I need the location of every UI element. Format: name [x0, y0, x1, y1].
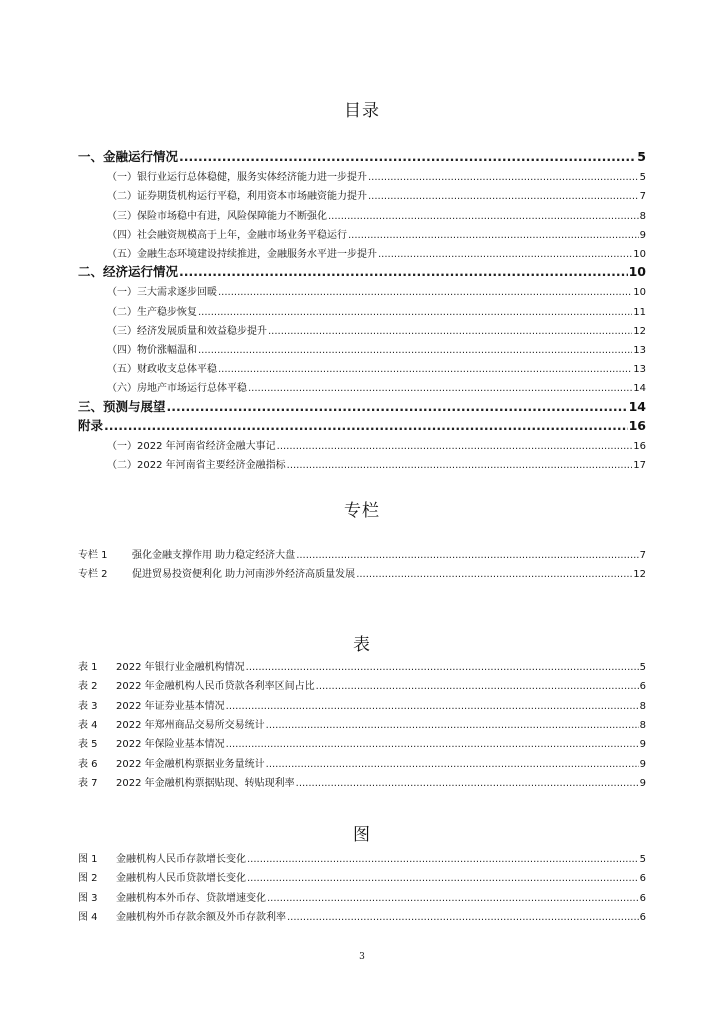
entry-page-number: 7 — [639, 191, 646, 203]
entry-page-number: 9 — [639, 229, 646, 241]
entry-page-number: 7 — [639, 550, 646, 561]
entry-label — [78, 262, 178, 280]
entry-page-number: 9 — [639, 739, 646, 751]
entry-page-number: 6 — [639, 911, 646, 923]
entry-page-number: 8 — [639, 210, 646, 222]
dot-leader — [268, 326, 632, 337]
entry-label — [107, 226, 347, 241]
entry-page-number: 10 — [633, 287, 646, 299]
entry-page-number: 11 — [633, 306, 646, 318]
entry-text: （三）保险市场稳中有进，风险保障能力不断强化 — [107, 210, 327, 222]
dot-leader — [198, 345, 632, 356]
entry-label — [78, 697, 225, 712]
entry-number: 图 1 — [78, 854, 98, 865]
entry-text: （三）经济发展质量和效益稳步提升 — [107, 325, 267, 337]
entry-number: 图 4 — [78, 911, 98, 923]
entry-page-number: 6 — [639, 892, 646, 904]
entry-label — [78, 677, 315, 692]
entry-label — [78, 869, 246, 884]
entry-number: 表 3 — [78, 700, 98, 712]
entry-text: 金融机构本外币存、贷款增速变化 — [116, 892, 266, 904]
toc-entry[interactable] — [107, 187, 646, 203]
dot-leader — [277, 441, 633, 452]
entry-page-number: 13 — [633, 364, 646, 376]
entry-label — [107, 168, 367, 183]
entry-text: 2022 年郑州商品交易所交易统计 — [116, 719, 265, 731]
dot-leader — [368, 191, 639, 202]
toc-entry[interactable] — [107, 283, 646, 299]
entry-label — [78, 755, 265, 770]
entry-page-number: 5 — [639, 172, 646, 184]
entry-number: 表 4 — [78, 719, 98, 731]
entry-text: 强化金融支撑作用 助力稳定经济大盘 — [132, 550, 296, 561]
toc-entry[interactable] — [78, 908, 646, 924]
dot-leader — [266, 759, 639, 770]
entry-label — [107, 341, 197, 356]
toc-entry[interactable] — [107, 341, 646, 357]
dot-leader — [226, 739, 639, 750]
dot-leader — [368, 172, 639, 183]
entry-number: 专栏 2 — [78, 569, 108, 580]
dot-leader — [287, 912, 639, 923]
toc-entry[interactable] — [78, 774, 646, 790]
entry-label — [78, 397, 166, 415]
dot-leader — [226, 701, 639, 712]
toc-entry[interactable] — [78, 716, 646, 732]
entry-label — [78, 416, 103, 434]
entry-label — [107, 437, 276, 452]
entry-page-number: 14 — [633, 383, 646, 395]
toc-entry[interactable] — [78, 869, 646, 885]
entry-number: 专栏 1 — [78, 550, 108, 561]
entry-label — [78, 735, 225, 750]
entry-text: （二）生产稳步恢复 — [107, 306, 197, 318]
dot-leader — [247, 854, 639, 865]
page-number: 3 — [359, 952, 365, 962]
entry-text: 一、金融运行情况 — [78, 149, 179, 164]
tables-title: 表 — [353, 635, 371, 655]
dot-leader — [296, 550, 638, 561]
entry-text: （六）房地产市场运行总体平稳 — [107, 383, 247, 395]
entry-label — [78, 546, 295, 561]
toc-entry[interactable] — [107, 226, 646, 242]
entry-label — [78, 908, 286, 923]
dot-leader — [348, 230, 639, 241]
toc-entry[interactable] — [107, 379, 646, 395]
entry-page-number: 8 — [639, 700, 646, 712]
entry-text: （一）三大需求逐步回暖 — [107, 287, 217, 299]
toc-entry[interactable] — [78, 697, 646, 713]
entry-text: 促进贸易投资便利化 助力河南涉外经济高质量发展 — [132, 569, 356, 580]
toc-entry[interactable] — [78, 546, 646, 562]
entry-text: 2022 年金融机构票据贴现、转贴现利率 — [116, 777, 295, 789]
toc-entry[interactable] — [78, 397, 646, 415]
entry-page-number: 5 — [639, 854, 646, 865]
entry-text: （五）金融生态环境建设持续推进，金融服务水平进一步提升 — [107, 249, 377, 260]
entry-text: 金融机构人民币贷款增长变化 — [116, 873, 246, 885]
toc-entry[interactable] — [78, 416, 646, 434]
toc-entry[interactable] — [78, 889, 646, 905]
toc-entry[interactable] — [78, 147, 646, 165]
entry-text: （二）证券期货机构运行平稳，利用资本市场融资能力提升 — [107, 191, 367, 203]
entry-text: 2022 年金融机构票据业务量统计 — [116, 758, 265, 770]
columns-title: 专栏 — [344, 501, 380, 521]
entry-number: 表 5 — [78, 739, 98, 751]
dot-leader — [246, 662, 639, 673]
dot-leader — [167, 399, 628, 414]
toc-entry[interactable] — [107, 207, 646, 223]
entry-text: （五）财政收支总体平稳 — [107, 364, 217, 376]
toc-entry[interactable] — [78, 735, 646, 751]
entry-label — [107, 283, 217, 298]
entry-text: 二、经济运行情况 — [78, 264, 179, 280]
entry-text: 2022 年保险业基本情况 — [116, 739, 225, 751]
entry-page-number: 10 — [628, 264, 646, 280]
entry-text: 2022 年证券业基本情况 — [116, 700, 225, 712]
figures-title: 图 — [353, 825, 371, 845]
entry-page-number: 10 — [633, 249, 646, 260]
entry-number: 图 2 — [78, 873, 98, 885]
entry-label — [78, 565, 355, 580]
entry-page-number: 13 — [633, 345, 646, 356]
entry-number: 表 7 — [78, 777, 98, 789]
entry-text: （二）2022 年河南省主要经济金融指标 — [107, 460, 286, 472]
entry-label — [78, 658, 245, 673]
entry-text: （一）2022 年河南省经济金融大事记 — [107, 441, 276, 452]
entry-label — [78, 716, 265, 731]
dot-leader — [179, 264, 628, 279]
entry-page-number: 17 — [633, 460, 646, 472]
entry-page-number: 6 — [639, 873, 646, 885]
entry-page-number: 12 — [633, 569, 646, 580]
toc-entry[interactable] — [107, 245, 646, 261]
dot-leader — [356, 569, 632, 580]
entry-label — [107, 303, 197, 318]
dot-leader — [198, 307, 632, 318]
entry-text: （一）银行业运行总体稳健，服务实体经济能力进一步提升 — [107, 172, 367, 184]
entry-page-number: 5 — [637, 149, 646, 164]
entry-page-number: 9 — [639, 777, 646, 789]
entry-text: （四）物价涨幅温和 — [107, 345, 197, 356]
dot-leader — [248, 383, 632, 394]
entry-label — [107, 456, 286, 471]
dot-leader — [266, 720, 639, 731]
entry-label — [107, 360, 217, 375]
dot-leader — [247, 873, 639, 884]
entry-text: （四）社会融资规模高于上年，金融市场业务平稳运行 — [107, 229, 347, 241]
entry-text: 2022 年银行业金融机构情况 — [116, 662, 245, 673]
entry-number: 表 2 — [78, 681, 98, 693]
entry-number: 表 6 — [78, 758, 98, 770]
entry-page-number: 9 — [639, 758, 646, 770]
toc-entry[interactable] — [78, 565, 646, 581]
entry-text: 2022 年金融机构人民币贷款各利率区间占比 — [116, 681, 315, 693]
dot-leader — [296, 778, 639, 789]
toc-entry[interactable] — [78, 658, 646, 674]
entry-text: 金融机构人民币存款增长变化 — [116, 854, 246, 865]
toc-entry[interactable] — [78, 755, 646, 771]
entry-text: 金融机构外币存款余额及外币存款利率 — [116, 911, 286, 923]
dot-leader — [328, 211, 639, 222]
entry-label — [107, 207, 327, 222]
toc-entry[interactable] — [107, 322, 646, 338]
entry-page-number: 12 — [633, 325, 646, 337]
dot-leader — [179, 149, 636, 164]
entry-number: 图 3 — [78, 892, 98, 904]
entry-page-number: 16 — [633, 441, 646, 452]
dot-leader — [378, 249, 632, 260]
entry-label — [78, 147, 178, 165]
entry-label — [107, 379, 247, 394]
entry-page-number: 8 — [639, 719, 646, 731]
entry-page-number: 6 — [639, 681, 646, 693]
entry-page-number: 5 — [639, 662, 646, 673]
toc-entry[interactable] — [107, 456, 646, 472]
entry-label — [78, 889, 266, 904]
dot-leader — [104, 418, 628, 433]
entry-page-number: 16 — [628, 417, 646, 433]
entry-text: 附录 — [78, 417, 104, 433]
dot-leader — [218, 364, 632, 375]
toc-entry[interactable] — [78, 850, 646, 866]
entry-page-number: 14 — [628, 398, 646, 414]
dot-leader — [287, 460, 633, 471]
entry-label — [78, 850, 246, 865]
entry-label — [78, 774, 295, 789]
dot-leader — [218, 287, 632, 298]
dot-leader — [267, 893, 639, 904]
toc-entry[interactable] — [107, 437, 646, 453]
toc-title: 目录 — [344, 101, 380, 121]
entry-label — [107, 187, 367, 202]
entry-label — [107, 245, 377, 260]
toc-entry[interactable] — [78, 262, 646, 280]
toc-entry[interactable] — [107, 360, 646, 376]
entry-label — [107, 322, 267, 337]
dot-leader — [316, 681, 639, 692]
toc-entry[interactable] — [107, 303, 646, 319]
toc-entry[interactable] — [78, 677, 646, 693]
toc-entry[interactable] — [107, 168, 646, 184]
entry-text: 三、预测与展望 — [78, 398, 166, 414]
entry-number: 表 1 — [78, 662, 98, 673]
